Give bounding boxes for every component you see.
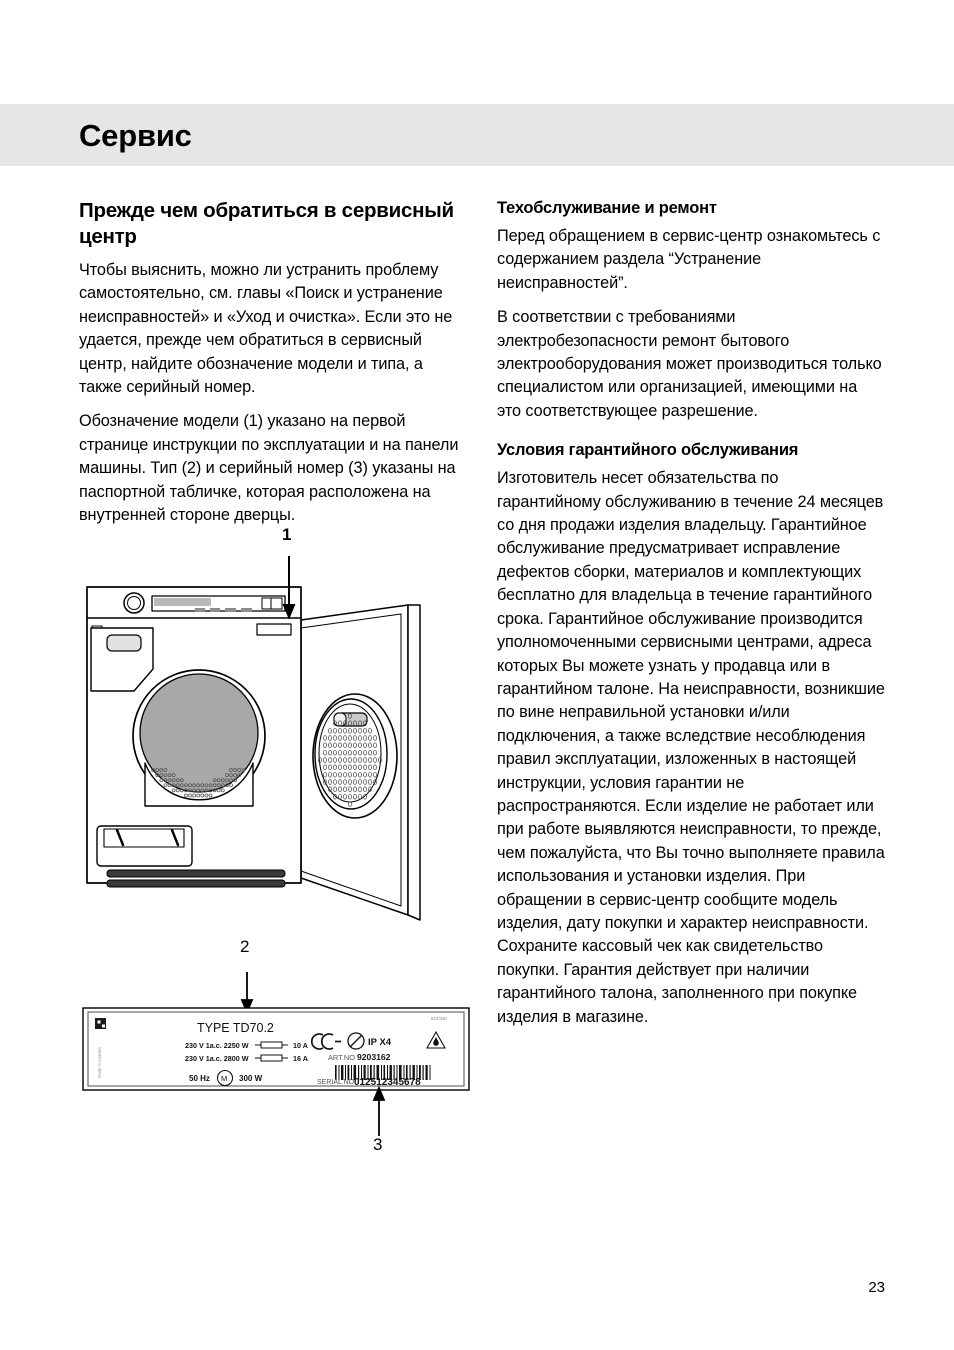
- svg-text:300 W: 300 W: [239, 1074, 263, 1083]
- left-paragraph-2: Обозначение модели (1) указано на первой странице инструкции по эксплуатации и на панели машины. Тип (2) и серийный номер (3) указаны на паспортной табличке, которая расположена на внутренней стороне дверцы.: [79, 412, 459, 525]
- page-number: 23: [868, 1279, 885, 1296]
- figure-dryer-illustration: [79, 525, 469, 968]
- plate-artno-label: ART.NO: [328, 1053, 355, 1062]
- left-column-heading: Прежде чем обратиться в сервисный центр: [79, 199, 454, 248]
- callout-number-3: 3: [373, 1135, 383, 1154]
- plate-serial-label: SERIAL NO: [317, 1079, 355, 1086]
- svg-text:10 A: 10 A: [293, 1041, 308, 1050]
- left-column: [79, 198, 462, 527]
- plate-ip-rating: IP X4: [368, 1037, 392, 1048]
- callout-number-1: 1: [282, 525, 292, 544]
- figure-rating-plate: [79, 937, 474, 1154]
- warranty-heading: Условия гарантийного обслуживания: [497, 441, 799, 460]
- rating-plate-drawing: [79, 960, 474, 1145]
- svg-text:230 V 1a.c. 2800 W: 230 V 1a.c. 2800 W: [185, 1054, 249, 1063]
- dryer-drawing: [79, 548, 469, 968]
- svg-text:230 V 1a.c. 2250 W: 230 V 1a.c. 2250 W: [185, 1041, 249, 1050]
- plate-corner-code: 824/330: [431, 1016, 447, 1021]
- svg-text:M: M: [221, 1074, 228, 1083]
- svg-text:16 A: 16 A: [293, 1054, 308, 1063]
- plate-side-text: Made in Sweden: [97, 1046, 102, 1078]
- left-paragraph-1: Чтобы выяснить, можно ли устранить проблему самостоятельно, см. главы «Поиск и устранение неисправностей» и «Уход и очистка». Если это не удается, прежде чем обратиться в сервисный центр, найдите обозначение модели и типа, а также серийный номер.: [79, 261, 453, 397]
- maintenance-heading: Техобслуживание и ремонт: [497, 199, 717, 217]
- maintenance-paragraph-2: В соответствии с требованиями электробезопасности ремонт бытового электрооборудования может производиться только специалистом или организацией, имеющими на это соответствующее разрешение.: [497, 308, 882, 420]
- plate-artno-value: 9203162: [357, 1052, 391, 1062]
- right-column: [497, 198, 885, 1029]
- plate-type-text: TYPE TD70.2: [197, 1021, 274, 1035]
- callout-2-leader: [242, 972, 252, 1012]
- callout-number-2: 2: [240, 937, 250, 956]
- manufacturer-logo-mark: [95, 1018, 106, 1029]
- plate-serial-value: 012512345678: [354, 1077, 421, 1088]
- maintenance-paragraph-1: Перед обращением в сервис-центр ознакомьтесь с содержанием раздела “Устранение неисправностей”.: [497, 227, 881, 292]
- page-title: Сервис: [79, 118, 192, 153]
- warranty-paragraph-1: Изготовитель несет обязательства по гарантийному обслуживанию в течение 24 месяцев со дня продажи изделия владельцу. Гарантийное обслуживание предусматривает исправление дефектов сборки, материалов и комплектующих бесплатно для владельца в течение гарантийного срока. Гарантийное обслуживание производится уполномоченными сервисными центрами, адреса которых Вы можете узнать у продавца или в гарантийном талоне. На неисправности, возникшие по вине неправильной установки и/или подключения, а также вследствие несоблюдения правил эксплуатации, изложенных в настоящей инструкции, условия гарантии не распространяются. Если изделие не работает или при работе выявляются неисправности, то прежде, чем пожалуйста, что Вы точно выполняете правила использования и установки изделия. При обращении в сервис-центр сообщите модель изделия, дату покупки и характер неисправности. Сохраните кассовый чек как свидетельство покупки. Гарантия действует при наличии гарантийного талона, заполненного при покупке изделия в магазине.: [497, 469, 885, 1026]
- svg-text:50 Hz: 50 Hz: [189, 1074, 210, 1083]
- callout-3-leader: [374, 1088, 384, 1136]
